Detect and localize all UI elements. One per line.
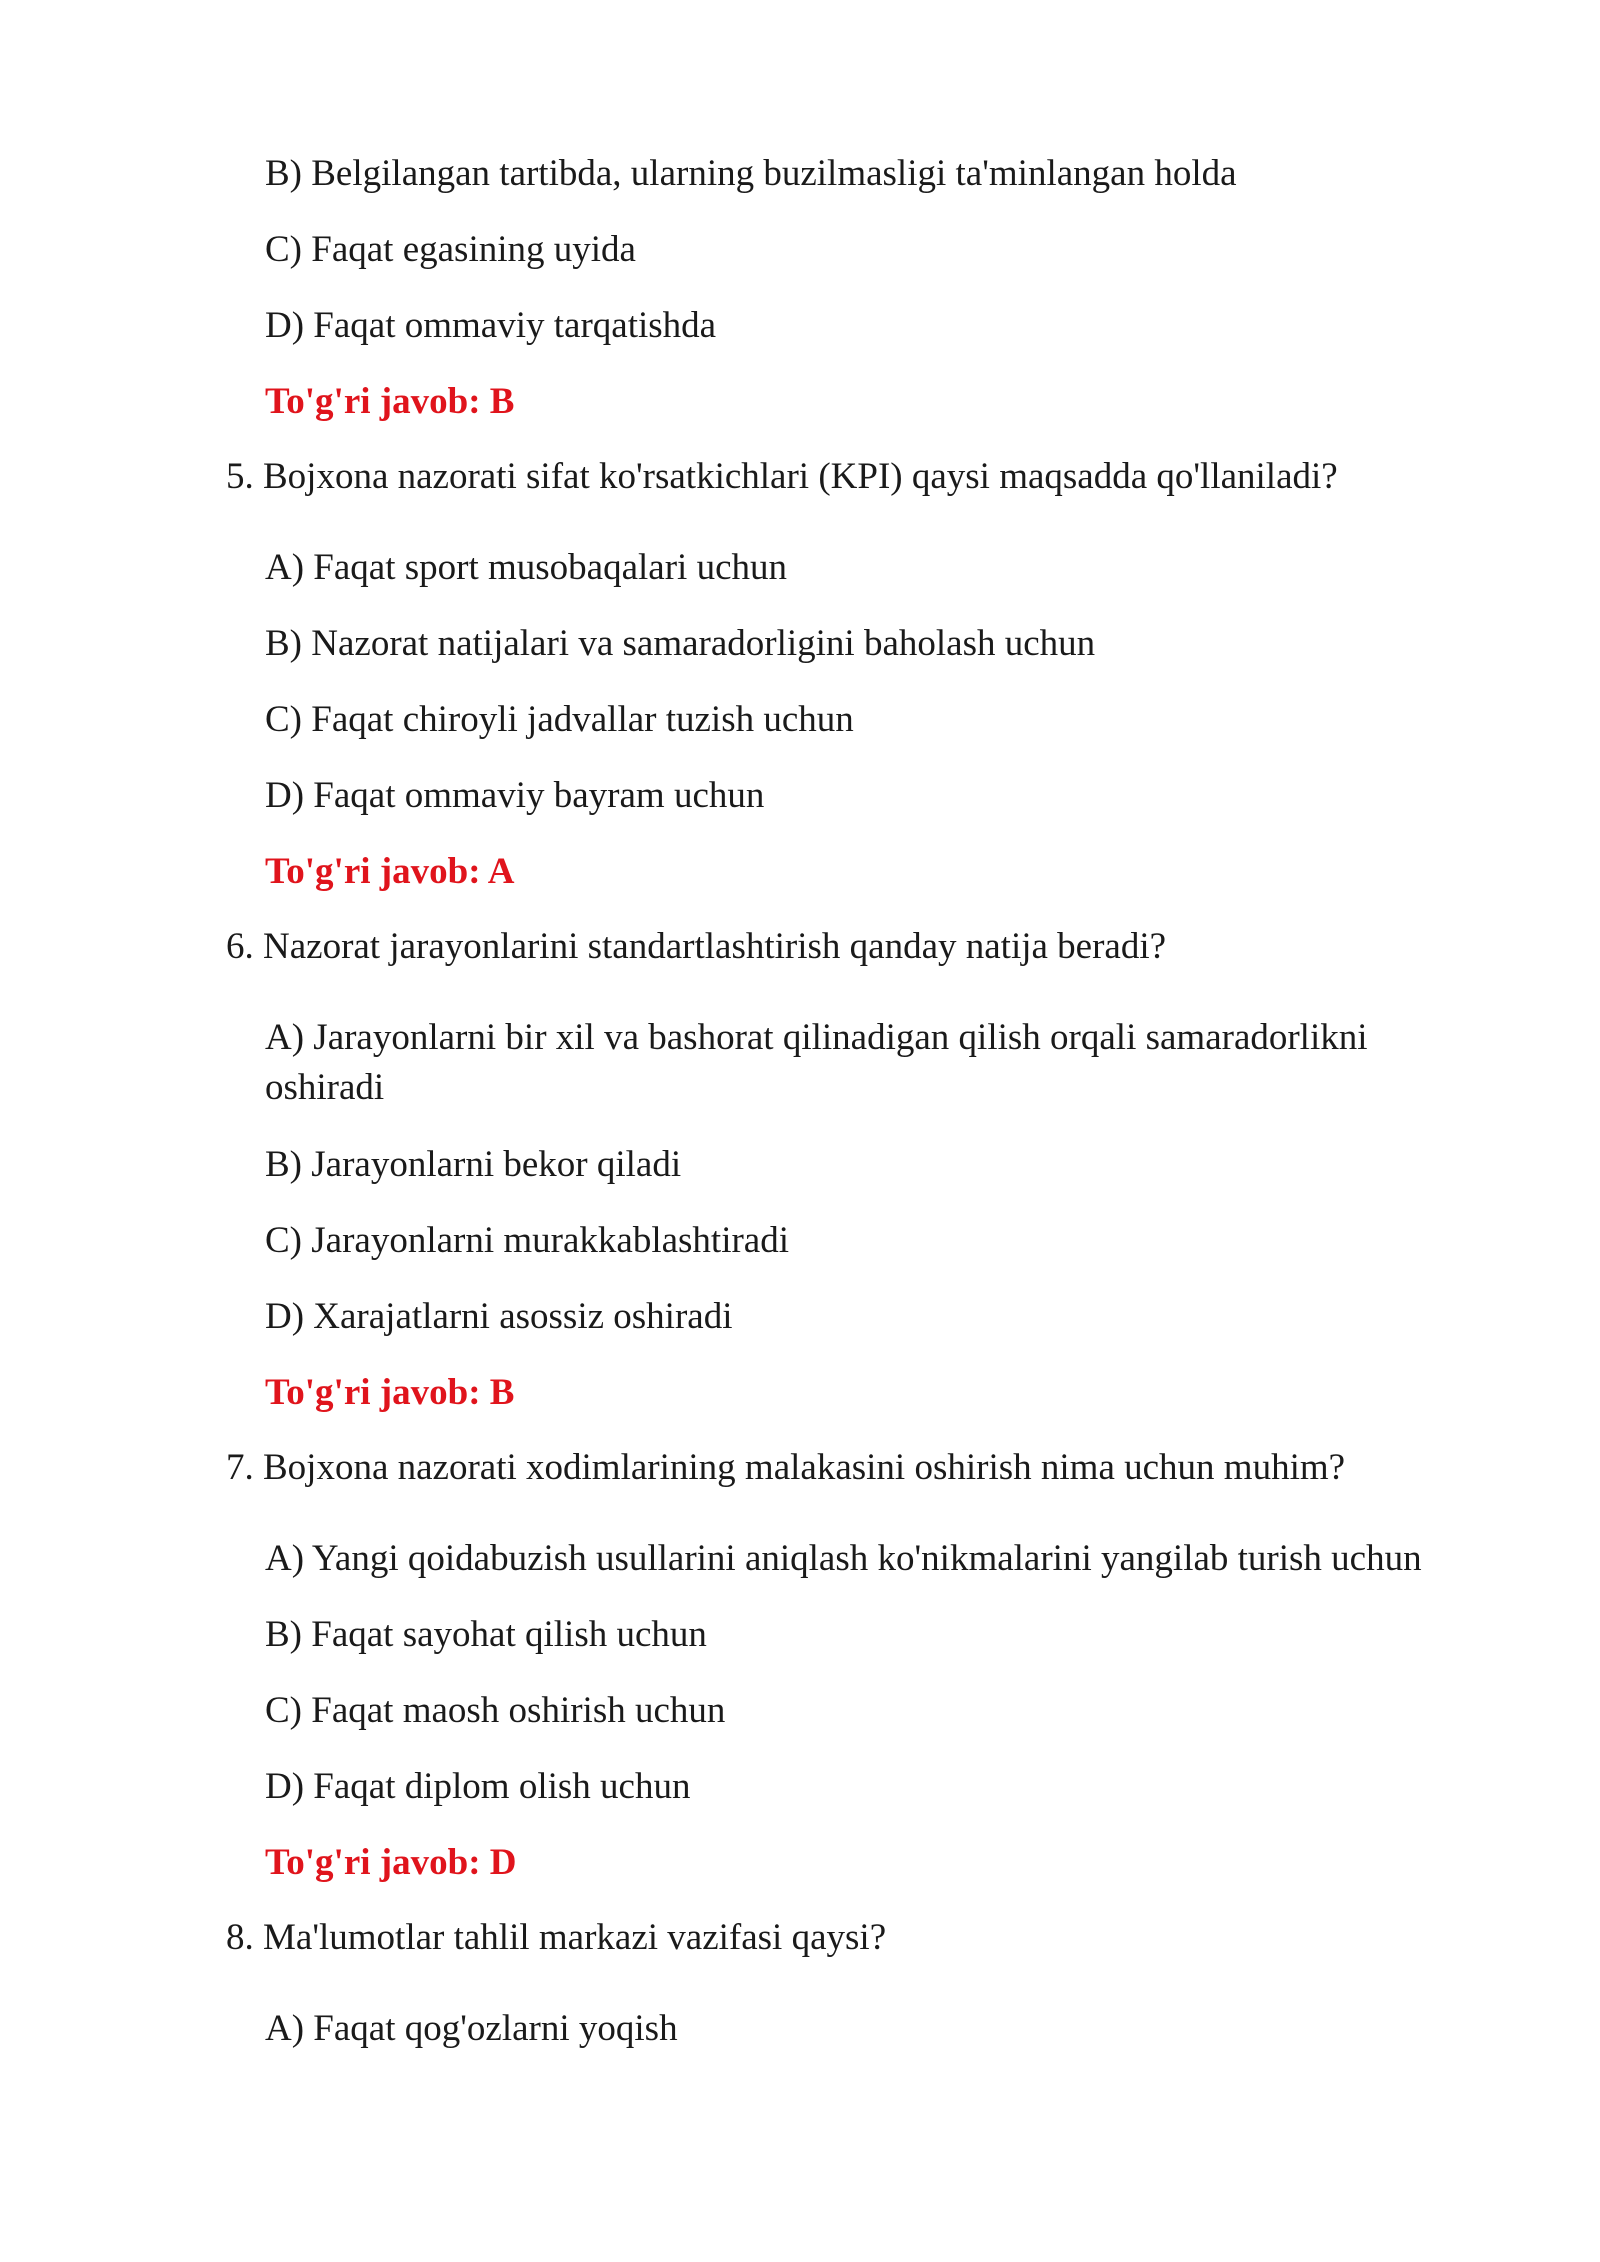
correct-answer: To'g'ri javob: D	[265, 1842, 517, 1883]
option-d: D) Faqat ommaviy tarqatishda	[265, 305, 717, 346]
option-a: A) Faqat sport musobaqalari uchun	[265, 547, 787, 588]
option-d: D) Xarajatlarni asossiz oshiradi	[265, 1296, 733, 1337]
option-b: B) Jarayonlarni bekor qiladi	[265, 1144, 682, 1185]
option-a: A) Jarayonlarni bir xil va bashorat qilinadigan qilish orqali samaradorlikni oshiradi	[265, 1017, 1368, 1108]
option-c: C) Jarayonlarni murakkablashtiradi	[265, 1220, 789, 1261]
correct-answer: To'g'ri javob: A	[265, 851, 515, 892]
option-a: A) Faqat qog'ozlarni yoqish	[265, 2008, 678, 2049]
option-b: B) Faqat sayohat qilish uchun	[265, 1614, 707, 1655]
correct-answer: To'g'ri javob: B	[265, 381, 515, 422]
question-8: 8. Ma'lumotlar tahlil markazi vazifasi qaysi?	[226, 1917, 887, 1958]
option-d: D) Faqat ommaviy bayram uchun	[265, 775, 765, 816]
question-5: 5. Bojxona nazorati sifat ko'rsatkichlari (KPI) qaysi maqsadda qo'llaniladi?	[226, 456, 1338, 497]
option-c: C) Faqat egasining uyida	[265, 229, 636, 270]
option-b: B) Nazorat natijalari va samaradorligini baholash uchun	[265, 623, 1096, 664]
question-7: 7. Bojxona nazorati xodimlarining malakasini oshirish nima uchun muhim?	[226, 1447, 1346, 1488]
question-6: 6. Nazorat jarayonlarini standartlashtirish qanday natija beradi?	[226, 926, 1167, 967]
option-c: C) Faqat chiroyli jadvallar tuzish uchun	[265, 699, 854, 740]
option-c: C) Faqat maosh oshirish uchun	[265, 1690, 726, 1731]
option-d: D) Faqat diplom olish uchun	[265, 1766, 691, 1807]
option-b: B) Belgilangan tartibda, ularning buzilmasligi ta'minlangan holda	[265, 153, 1237, 194]
correct-answer: To'g'ri javob: B	[265, 1372, 515, 1413]
option-a: A) Yangi qoidabuzish usullarini aniqlash ko'nikmalarini yangilab turish uchun	[265, 1538, 1422, 1579]
